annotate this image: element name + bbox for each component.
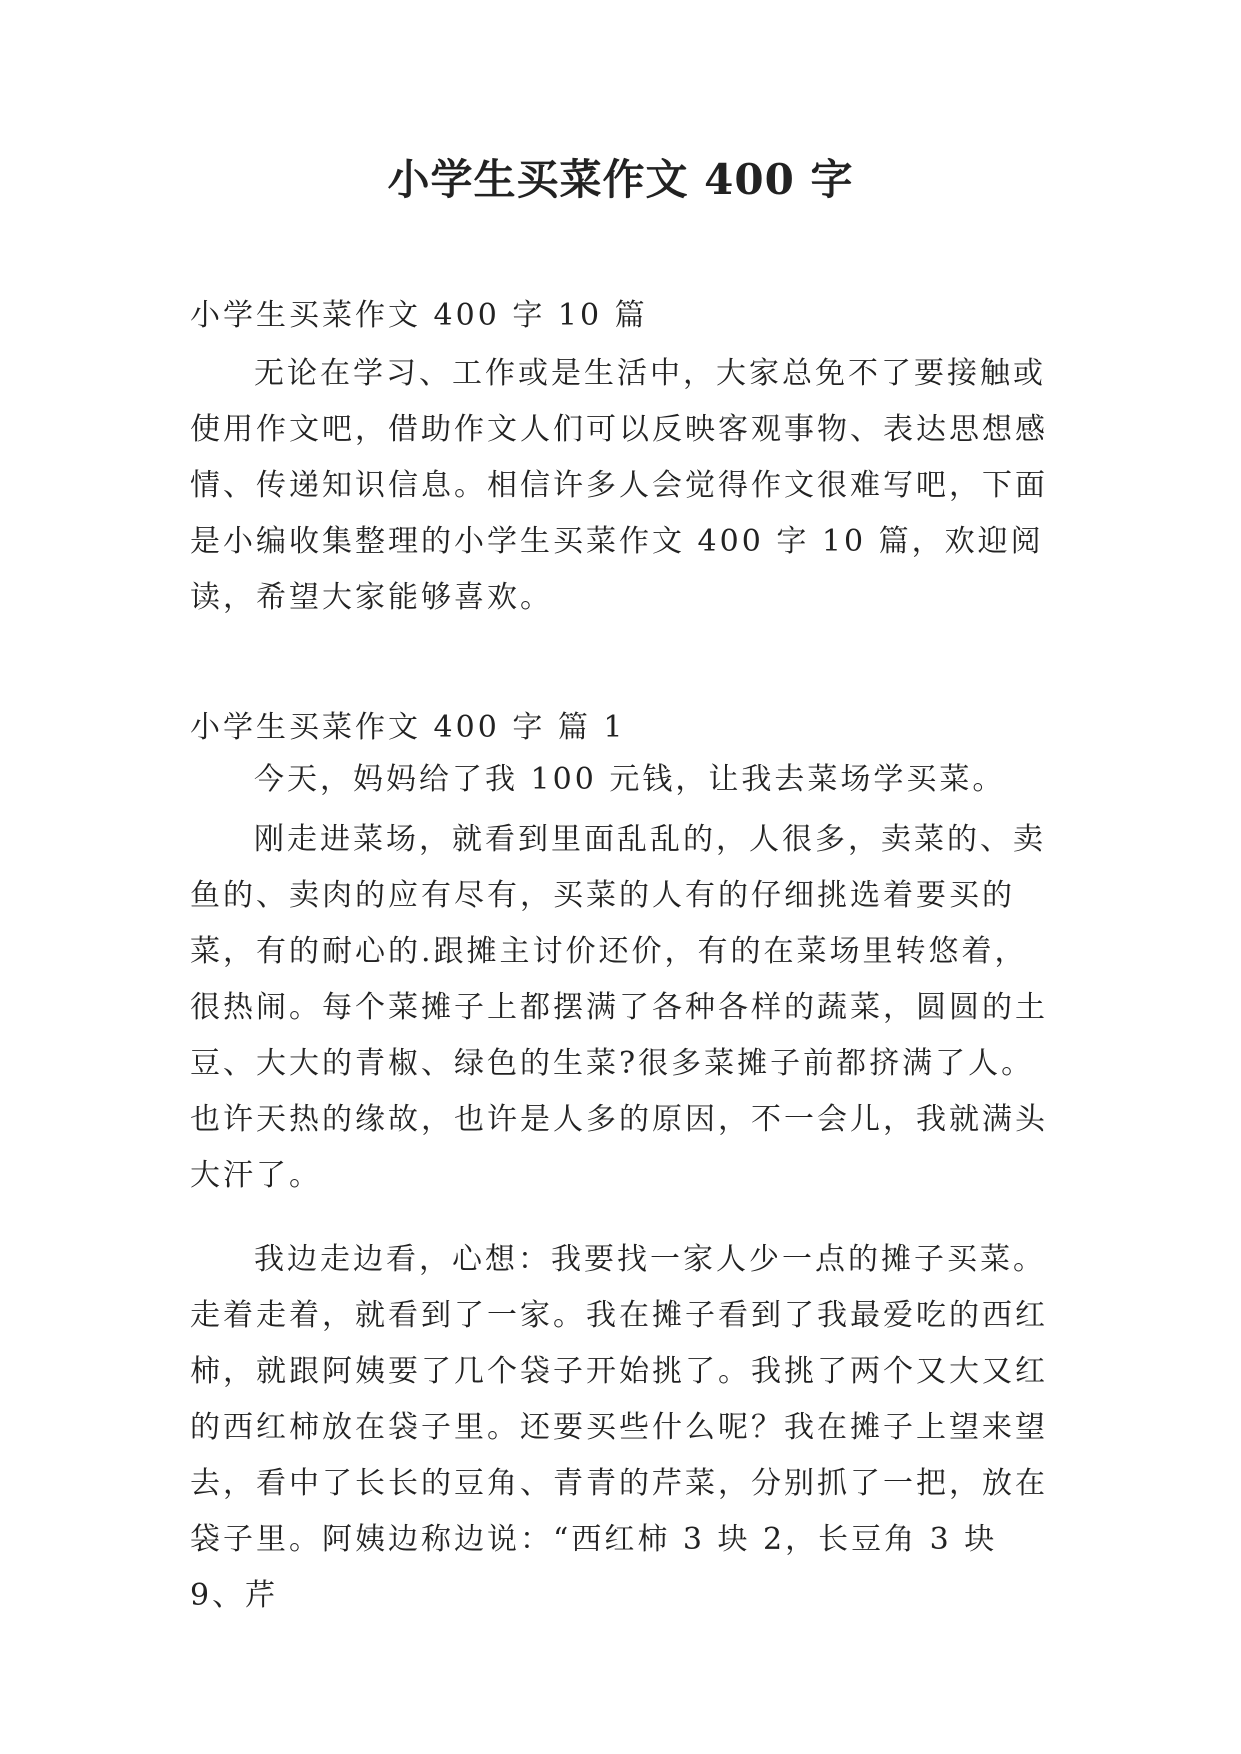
intro-paragraph: 无论在学习、工作或是生活中，大家总免不了要接触或使用作文吧，借助作文人们可以反映客观事物、表达思想感情、传递知识信息。相信许多人会觉得作文很难写吧，下面是小编收集整理的小学生买菜作文 400 字 10 篇，欢迎阅读，希望大家能够喜欢。 (190, 356, 1048, 615)
section-1-paragraph-1: 今天，妈妈给了我 100 元钱，让我去菜场学买菜。 (254, 762, 1006, 797)
section-1-heading: 小学生买菜作文 400 字 篇 1 (190, 710, 626, 745)
document-title: 小学生买菜作文 400 字 (387, 155, 854, 204)
section-1-paragraph-2: 刚走进菜场，就看到里面乱乱的，人很多，卖菜的、卖鱼的、卖肉的应有尽有，买菜的人有的仔细挑选着要买的菜，有的耐心的.跟摊主讨价还价，有的在菜场里转悠着，很热闹。每个菜摊子上都摆满了各种各样的蔬菜，圆圆的土豆、大大的青椒、绿色的生菜?很多菜摊子前都挤满了人。也许天热的缘故，也许是人多的原因，不一会儿，我就满头大汗了。 (190, 822, 1048, 1193)
section-1-paragraph-3: 我边走边看，心想：我要找一家人少一点的摊子买菜。走着走着，就看到了一家。我在摊子看到了我最爱吃的西红柿，就跟阿姨要了几个袋子开始挑了。我挑了两个又大又红的西红柿放在袋子里。还要买些什么呢？我在摊子上望来望去，看中了长长的豆角、青青的芹菜，分别抓了一把，放在袋子里。阿姨边称边说：“西红柿 3 块 2，长豆角 3 块 9、芹 (190, 1242, 1048, 1613)
intro-heading: 小学生买菜作文 400 字 10 篇 (190, 298, 648, 333)
